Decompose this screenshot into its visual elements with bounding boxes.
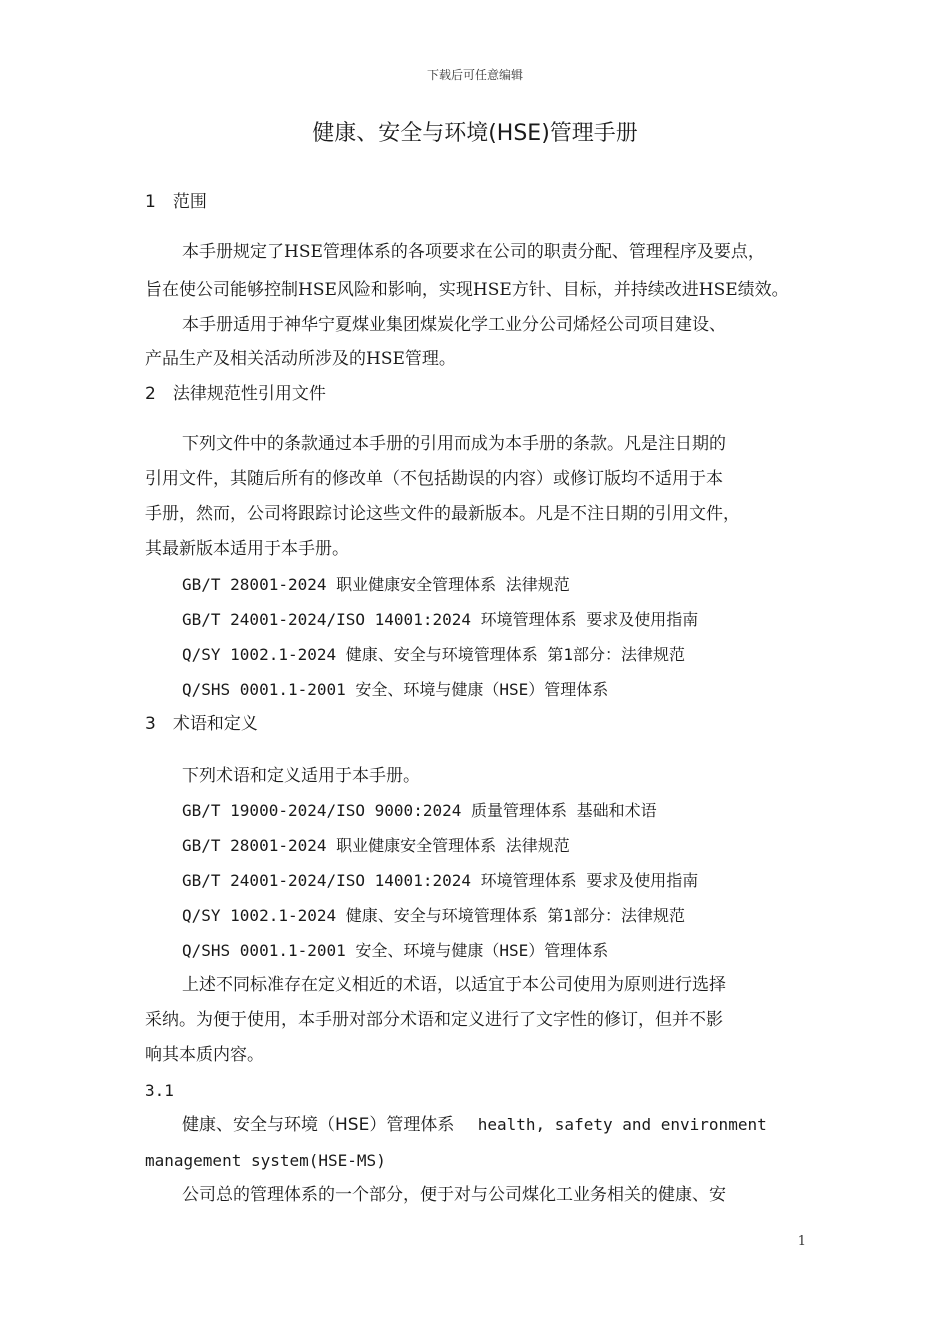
s2-ref-2: GB/T 24001-2024/ISO 14001:2024 环境管理体系 要求及使用指南 — [182, 610, 699, 629]
section-1-heading: 1 范围 — [145, 192, 207, 212]
s3-ref-2: GB/T 28001-2024 职业健康安全管理体系 法律规范 — [182, 836, 570, 855]
term-english-2: management system(HSE-MS) — [145, 1151, 386, 1170]
s1-p2-line1: 本手册适用于神华宁夏煤业集团煤炭化学工业分公司烯烃公司项目建设、 — [182, 315, 726, 335]
section-3-heading: 3 术语和定义 — [145, 714, 258, 734]
s3-ref-1: GB/T 19000-2024/ISO 9000:2024 质量管理体系 基础和术语 — [182, 801, 657, 820]
term-chinese: 健康、安全与环境（HSE）管理体系 — [182, 1115, 455, 1135]
s2-p1-line4: 其最新版本适用于本手册。 — [145, 539, 349, 559]
s2-ref-4: Q/SHS 0001.1-2001 安全、环境与健康（HSE）管理体系 — [182, 680, 609, 699]
s2-p1-line2: 引用文件，其随后所有的修改单（不包括勘误的内容）或修订版均不适用于本 — [145, 469, 723, 489]
s1-p2-line2: 产品生产及相关活动所涉及的HSE管理。 — [145, 349, 456, 369]
s3-ref-3: GB/T 24001-2024/ISO 14001:2024 环境管理体系 要求及使用指南 — [182, 871, 699, 890]
s3-ref-4: Q/SY 1002.1-2024 健康、安全与环境管理体系 第1部分：法律规范 — [182, 906, 686, 925]
document-title: 健康、安全与环境(HSE)管理手册 — [312, 121, 638, 146]
s3-intro: 下列术语和定义适用于本手册。 — [182, 766, 420, 786]
s1-p1-line2: 旨在使公司能够控制HSE风险和影响，实现HSE方针、目标，并持续改进HSE绩效。 — [145, 280, 789, 300]
s3-p2-line3: 响其本质内容。 — [145, 1045, 264, 1065]
s2-p1-line3: 手册，然而，公司将跟踪讨论这些文件的最新版本。凡是不注日期的引用文件， — [145, 504, 740, 524]
term-line — [182, 1113, 767, 1137]
s3-p2-line1: 上述不同标准存在定义相近的术语，以适宜于本公司使用为原则进行选择 — [182, 975, 726, 995]
s2-ref-1: GB/T 28001-2024 职业健康安全管理体系 法律规范 — [182, 575, 570, 594]
subsection-number: 3.1 — [145, 1081, 174, 1100]
section-2-heading: 2 法律规范性引用文件 — [145, 384, 326, 404]
s3-p2-line2: 采纳。为便于使用，本手册对部分术语和定义进行了文字性的修订，但并不影 — [145, 1010, 723, 1030]
term-english-1: health, safety and environment — [477, 1115, 767, 1134]
s2-p1-line1: 下列文件中的条款通过本手册的引用而成为本手册的条款。凡是注日期的 — [182, 434, 726, 454]
s2-ref-3: Q/SY 1002.1-2024 健康、安全与环境管理体系 第1部分：法律规范 — [182, 645, 686, 664]
term-definition: 公司总的管理体系的一个部分，便于对与公司煤化工业务相关的健康、安 — [182, 1185, 726, 1205]
page-header: 下载后可任意编辑 — [426, 68, 523, 82]
page-number: 1 — [797, 1234, 806, 1249]
s1-p1-line1: 本手册规定了HSE管理体系的各项要求在公司的职责分配、管理程序及要点， — [182, 242, 765, 262]
s3-ref-5: Q/SHS 0001.1-2001 安全、环境与健康（HSE）管理体系 — [182, 941, 609, 960]
